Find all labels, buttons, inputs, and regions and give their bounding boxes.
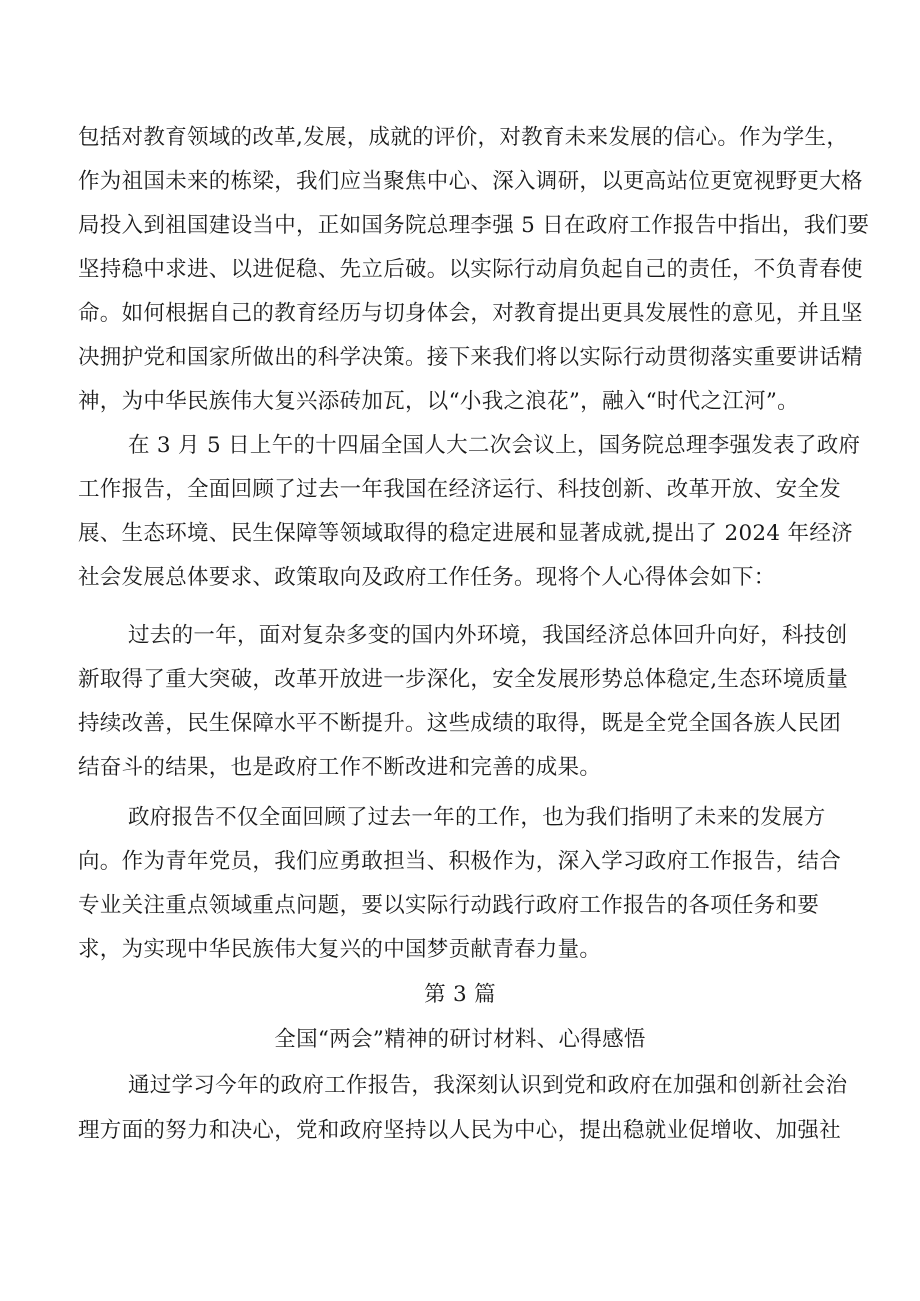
- paragraph-line: 包括对教育领域的改革,发展，成就的评价，对教育未来发展的信心。作为学生，: [78, 125, 849, 150]
- paragraph-line: 向。作为青年党员，我们应勇敢担当、积极作为，深入学习政府工作报告，结合: [78, 849, 842, 874]
- paragraph-line: 持续改善，民生保障水平不断提升。这些成绩的取得，既是全党全国各族人民团: [78, 711, 842, 736]
- paragraph-line: 过去的一年，面对复杂多变的国内外环境，我国经济总体回升向好，科技创: [128, 623, 848, 648]
- paragraph-line: 社会发展总体要求、政策取向及政府工作任务。现将个人心得体会如下：: [78, 565, 776, 590]
- paragraph-line: 专业关注重点领域重点问题，要以实际行动践行政府工作报告的各项任务和要: [78, 893, 820, 918]
- paragraph-line: 通过学习今年的政府工作报告，我深刻认识到党和政府在加强和创新社会治: [128, 1073, 848, 1098]
- paragraph-line: 坚持稳中求进、以进促稳、先立后破。以实际行动肩负起自己的责任，不负青春使: [78, 257, 863, 282]
- paragraph-line: 理方面的努力和决心，党和政府坚持以人民为中心，提出稳就业促增收、加强社: [78, 1118, 842, 1143]
- paragraph-line: 工作报告，全面回顾了过去一年我国在经济运行、科技创新、改革开放、安全发: [78, 477, 842, 502]
- paragraph-line: 决拥护党和国家所做出的科学决策。接下来我们将以实际行动贯彻落实重要讲话精: [78, 345, 863, 370]
- section-title: 全国“两会”精神的研讨材料、心得感悟: [274, 1027, 646, 1052]
- paragraph-line: 局投入到祖国建设当中，正如国务院总理李强 5 日在政府工作报告中指出，我们要: [78, 213, 870, 238]
- paragraph-line: 新取得了重大突破，改革开放进一步深化，安全发展形势总体稳定,生态环境质量: [78, 667, 849, 692]
- paragraph-line: 展、生态环境、民生保障等领域取得的稳定进展和显著成就,提出了 2024 年经济: [78, 521, 853, 546]
- paragraph-line: 神，为中华民族伟大复兴添砖加瓦，以“小我之浪花”，融入“时代之江河”。: [78, 389, 799, 414]
- paragraph-line: 结奋斗的结果，也是政府工作不断改进和完善的成果。: [78, 755, 602, 780]
- section-heading: 第 3 篇: [424, 982, 496, 1007]
- paragraph-line: 求，为实现中华民族伟大复兴的中国梦贡献青春力量。: [78, 937, 602, 962]
- paragraph-line: 政府报告不仅全面回顾了过去一年的工作，也为我们指明了未来的发展方: [128, 805, 826, 830]
- paragraph-line: 在 3 月 5 日上午的十四届全国人大二次会议上，国务院总理李强发表了政府: [128, 433, 861, 458]
- paragraph-line: 命。如何根据自己的教育经历与切身体会，对教育提出更具发展性的意见，并且坚: [78, 301, 863, 326]
- paragraph-line: 作为祖国未来的栋梁，我们应当聚焦中心、深入调研，以更高站位更宽视野更大格: [78, 169, 863, 194]
